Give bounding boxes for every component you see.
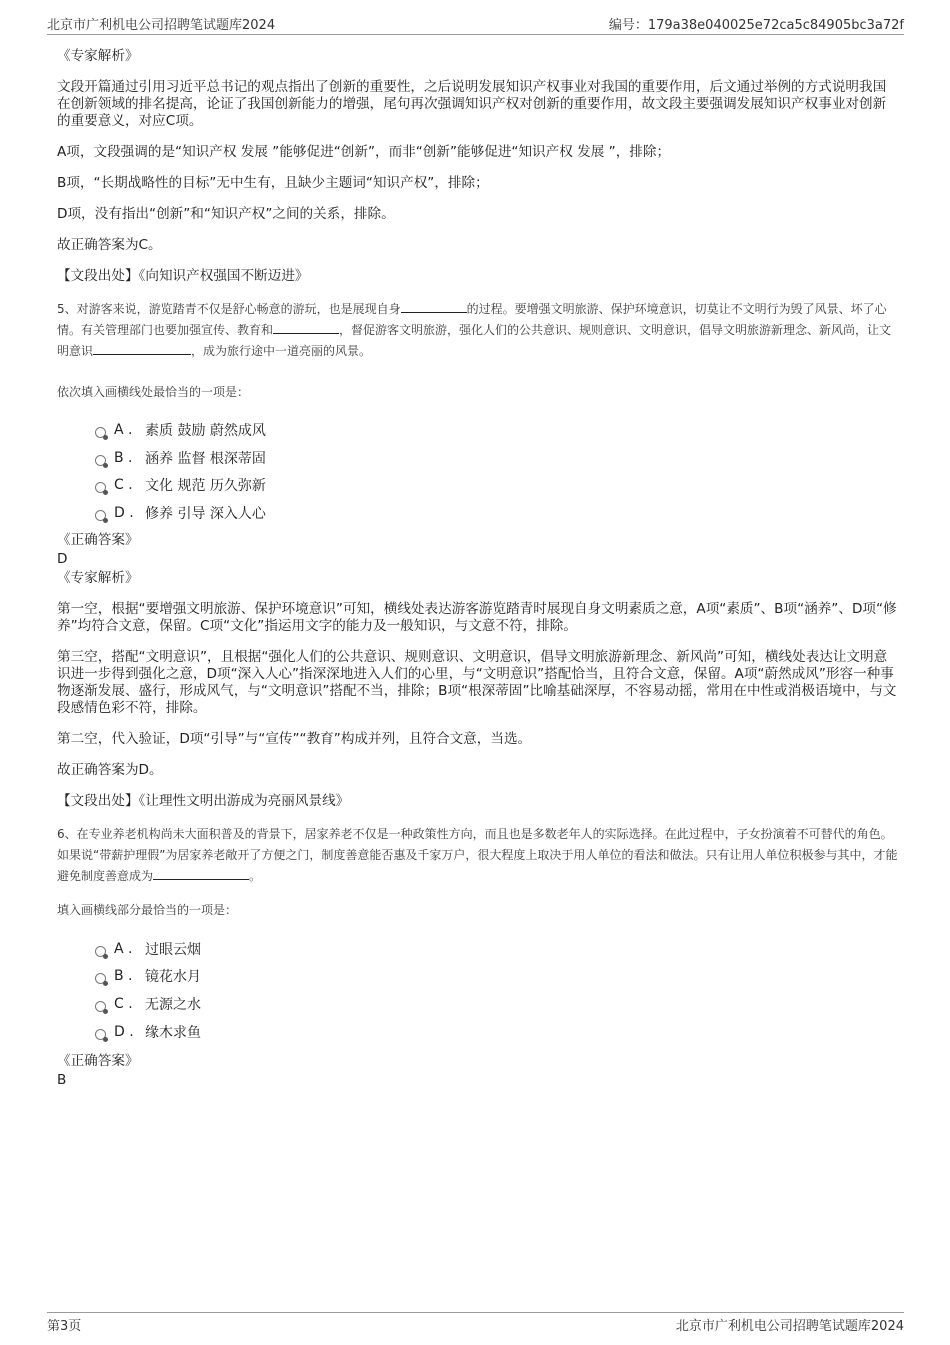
blank-3: [93, 342, 191, 355]
page-header: [47, 14, 904, 35]
page-footer: [47, 1312, 904, 1333]
radio-icon[interactable]: [95, 482, 106, 493]
question-6-options: [95, 935, 899, 1046]
analysis-source: 【文段出处】《向知识产权强国不断迈进》: [57, 268, 309, 284]
question-5-options: [95, 416, 899, 527]
option-d[interactable]: D . 缘木求鱼: [95, 1018, 899, 1046]
radio-icon[interactable]: [95, 946, 106, 957]
header-doc-id: 编号：179a38e040025e72ca5c84905bc3a72f: [608, 18, 904, 33]
analysis-blank-1: 第一空，根据“要增强文明旅游、保护环境意识”可知，横线处表达游客游览踏青时展现自身文明素质之意，A项“素质”、B项“涵养”、D项“修养”均符合文意，保留。C项“文化”指运用文字的能力及一般知识，与文意不符，排除。: [57, 600, 897, 634]
analysis-answer: 故正确答案为C。: [57, 237, 162, 253]
option-b[interactable]: B . 镜花水月: [95, 962, 899, 990]
analysis-option-d: D项，没有指出“创新”和“知识产权”之间的关系，排除。: [57, 206, 395, 222]
option-c[interactable]: C . 文化 规范 历久弥新: [95, 471, 899, 499]
question-5-stem: 5、对游客来说，游览踏青不仅是舒心畅意的游玩，也是展现自身 的过程。要增强文明旅游、保护环境意识，切莫让不文明行为毁了风景、坏了心情。有关管理部门也要加强宣传、教育和 ，督促游客文明旅游，强化人们的公共意识、规则意识、文明意识，倡导文明旅游新理念、新风尚，让文明意识 ，成为旅行途中一道亮丽的风景。: [57, 302, 892, 358]
radio-icon[interactable]: [95, 510, 106, 521]
page-number: 第3页: [47, 1319, 82, 1334]
expert-analysis-label: 《专家解析》: [57, 569, 139, 586]
blank-1: [401, 300, 467, 313]
option-b[interactable]: B . 涵养 监督 根深蒂固: [95, 444, 899, 472]
option-a[interactable]: A . 过眼云烟: [95, 935, 899, 963]
question-6-stem: 6、在专业养老机构尚未大面积普及的背景下，居家养老不仅是一种政策性方向，而且也是多数老年人的实际选择。在此过程中，子女扮演着不可替代的角色。如果说“带薪护理假”为居家养老敞开了方便之门，制度善意能否惠及千家万户，很大程度上取决于用人单位的看法和做法。只有让用人单位积极参与其中，才能避免制度善意成为 。: [57, 826, 898, 883]
radio-icon[interactable]: [95, 1001, 106, 1012]
analysis-blank-2: 第二空，代入验证，D项“引导”与“宣传”“教育”构成并列，且符合文意，当选。: [57, 730, 532, 747]
correct-answer: D: [57, 550, 68, 567]
blank-2: [273, 321, 339, 334]
analysis-option-a: A项，文段强调的是“知识产权 发展 ”能够促进“创新”，而非“创新”能够促进“知识产权 发展 ”，排除；: [57, 144, 671, 160]
radio-icon[interactable]: [95, 1029, 106, 1040]
analysis-option-b: B项，“长期战略性的目标”无中生有，且缺少主题词“知识产权”，排除；: [57, 175, 489, 191]
radio-icon[interactable]: [95, 973, 106, 984]
question-6-prompt: 填入画横线部分最恰当的一项是：: [57, 902, 238, 917]
analysis-answer: 故正确答案为D。: [57, 761, 163, 778]
analysis-paragraph: 文段开篇通过引用习近平总书记的观点指出了创新的重要性，之后说明发展知识产权事业对我国的重要作用，后文通过举例的方式说明我国在创新领域的排名提高，论证了我国创新能力的增强，尾句再次强调知识产权对创新的重要作用，故文段主要强调发展知识产权事业对创新的重要意义，对应C项。: [57, 79, 887, 129]
expert-analysis-label: 《专家解析》: [57, 48, 139, 64]
option-d[interactable]: D . 修养 引导 深入人心: [95, 499, 899, 527]
correct-answer: B: [57, 1071, 67, 1088]
footer-title: 北京市广利机电公司招聘笔试题库2024: [675, 1319, 904, 1334]
correct-answer-label: 《正确答案》: [57, 1052, 139, 1069]
header-title: 北京市广利机电公司招聘笔试题库2024: [47, 18, 276, 33]
analysis-blank-3: 第三空，搭配“文明意识”，且根据“强化人们的公共意识、规则意识、文明意识，倡导文明旅游新理念、新风尚”可知，横线处表达让文明意识进一步得到强化之意，D项“深入人心”指深深地进入人们的心里，与“文明意识”搭配恰当，且符合文意，保留。A项“蔚然成风”形容一种事物逐渐发展、盛行，形成风气，与“文明意识”搭配不当，排除；B项“根深蒂固”比喻基础深厚，不容易动摇，常用在中性或消极语境中，与文段感情色彩不符，排除。: [57, 648, 897, 716]
question-5-prompt: 依次填入画横线处最恰当的一项是：: [57, 385, 250, 399]
analysis-source: 【文段出处】《让理性文明出游成为亮丽风景线》: [57, 792, 350, 809]
correct-answer-label: 《正确答案》: [57, 531, 139, 548]
page-content: [57, 48, 899, 1089]
option-c[interactable]: C . 无源之水: [95, 990, 899, 1018]
blank-1: [153, 867, 249, 880]
option-a[interactable]: A . 素质 鼓励 蔚然成风: [95, 416, 899, 444]
radio-icon[interactable]: [95, 455, 106, 466]
radio-icon[interactable]: [95, 427, 106, 438]
